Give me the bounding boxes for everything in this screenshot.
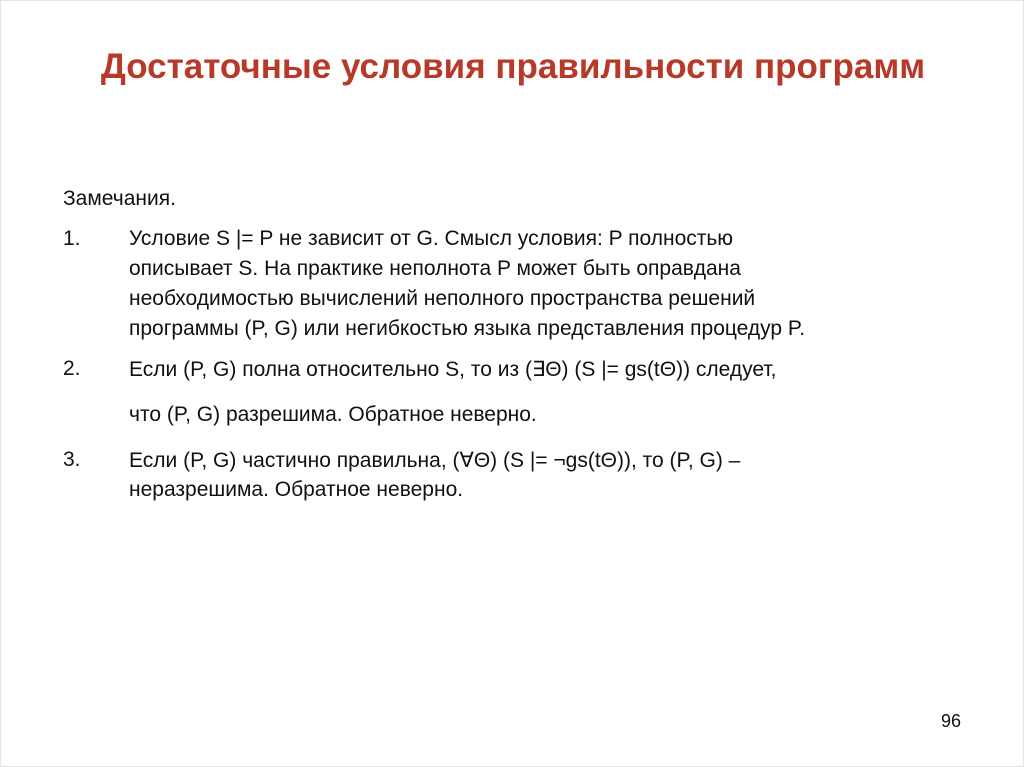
item-2-line-2: что (P, G) разрешима. Обратное неверно. [129,403,537,426]
item-1-line-2: описывает S. На практике неполнота P может быть оправдана [129,257,741,280]
remarks-heading: Замечания. [63,187,176,210]
item-3-line-1: Если (P, G) частично правильна, (∀Θ) (S |= ¬gs(tΘ)), то (P, G) – [129,449,741,472]
page-number: 96 [941,711,962,731]
item-2-number: 2. [63,357,81,380]
slide-title: Достаточные условия правильности программ [100,47,926,86]
item-3-line-2: неразрешима. Обратное неверно. [129,478,464,501]
item-3-number: 3. [63,448,81,471]
item-1-line-4: программы (P, G) или негибкостью языка представления процедур P. [129,317,806,340]
item-1-line-3: необходимостью вычислений неполного пространства решений [129,287,756,310]
item-1-line-1: Условие S |= P не зависит от G. Смысл условия: P полностью [129,227,734,250]
item-1-number: 1. [63,227,81,250]
item-2-line-1: Если (P, G) полна относительно S, то из (∃Θ) (S |= gs(tΘ)) следует, [129,358,777,381]
